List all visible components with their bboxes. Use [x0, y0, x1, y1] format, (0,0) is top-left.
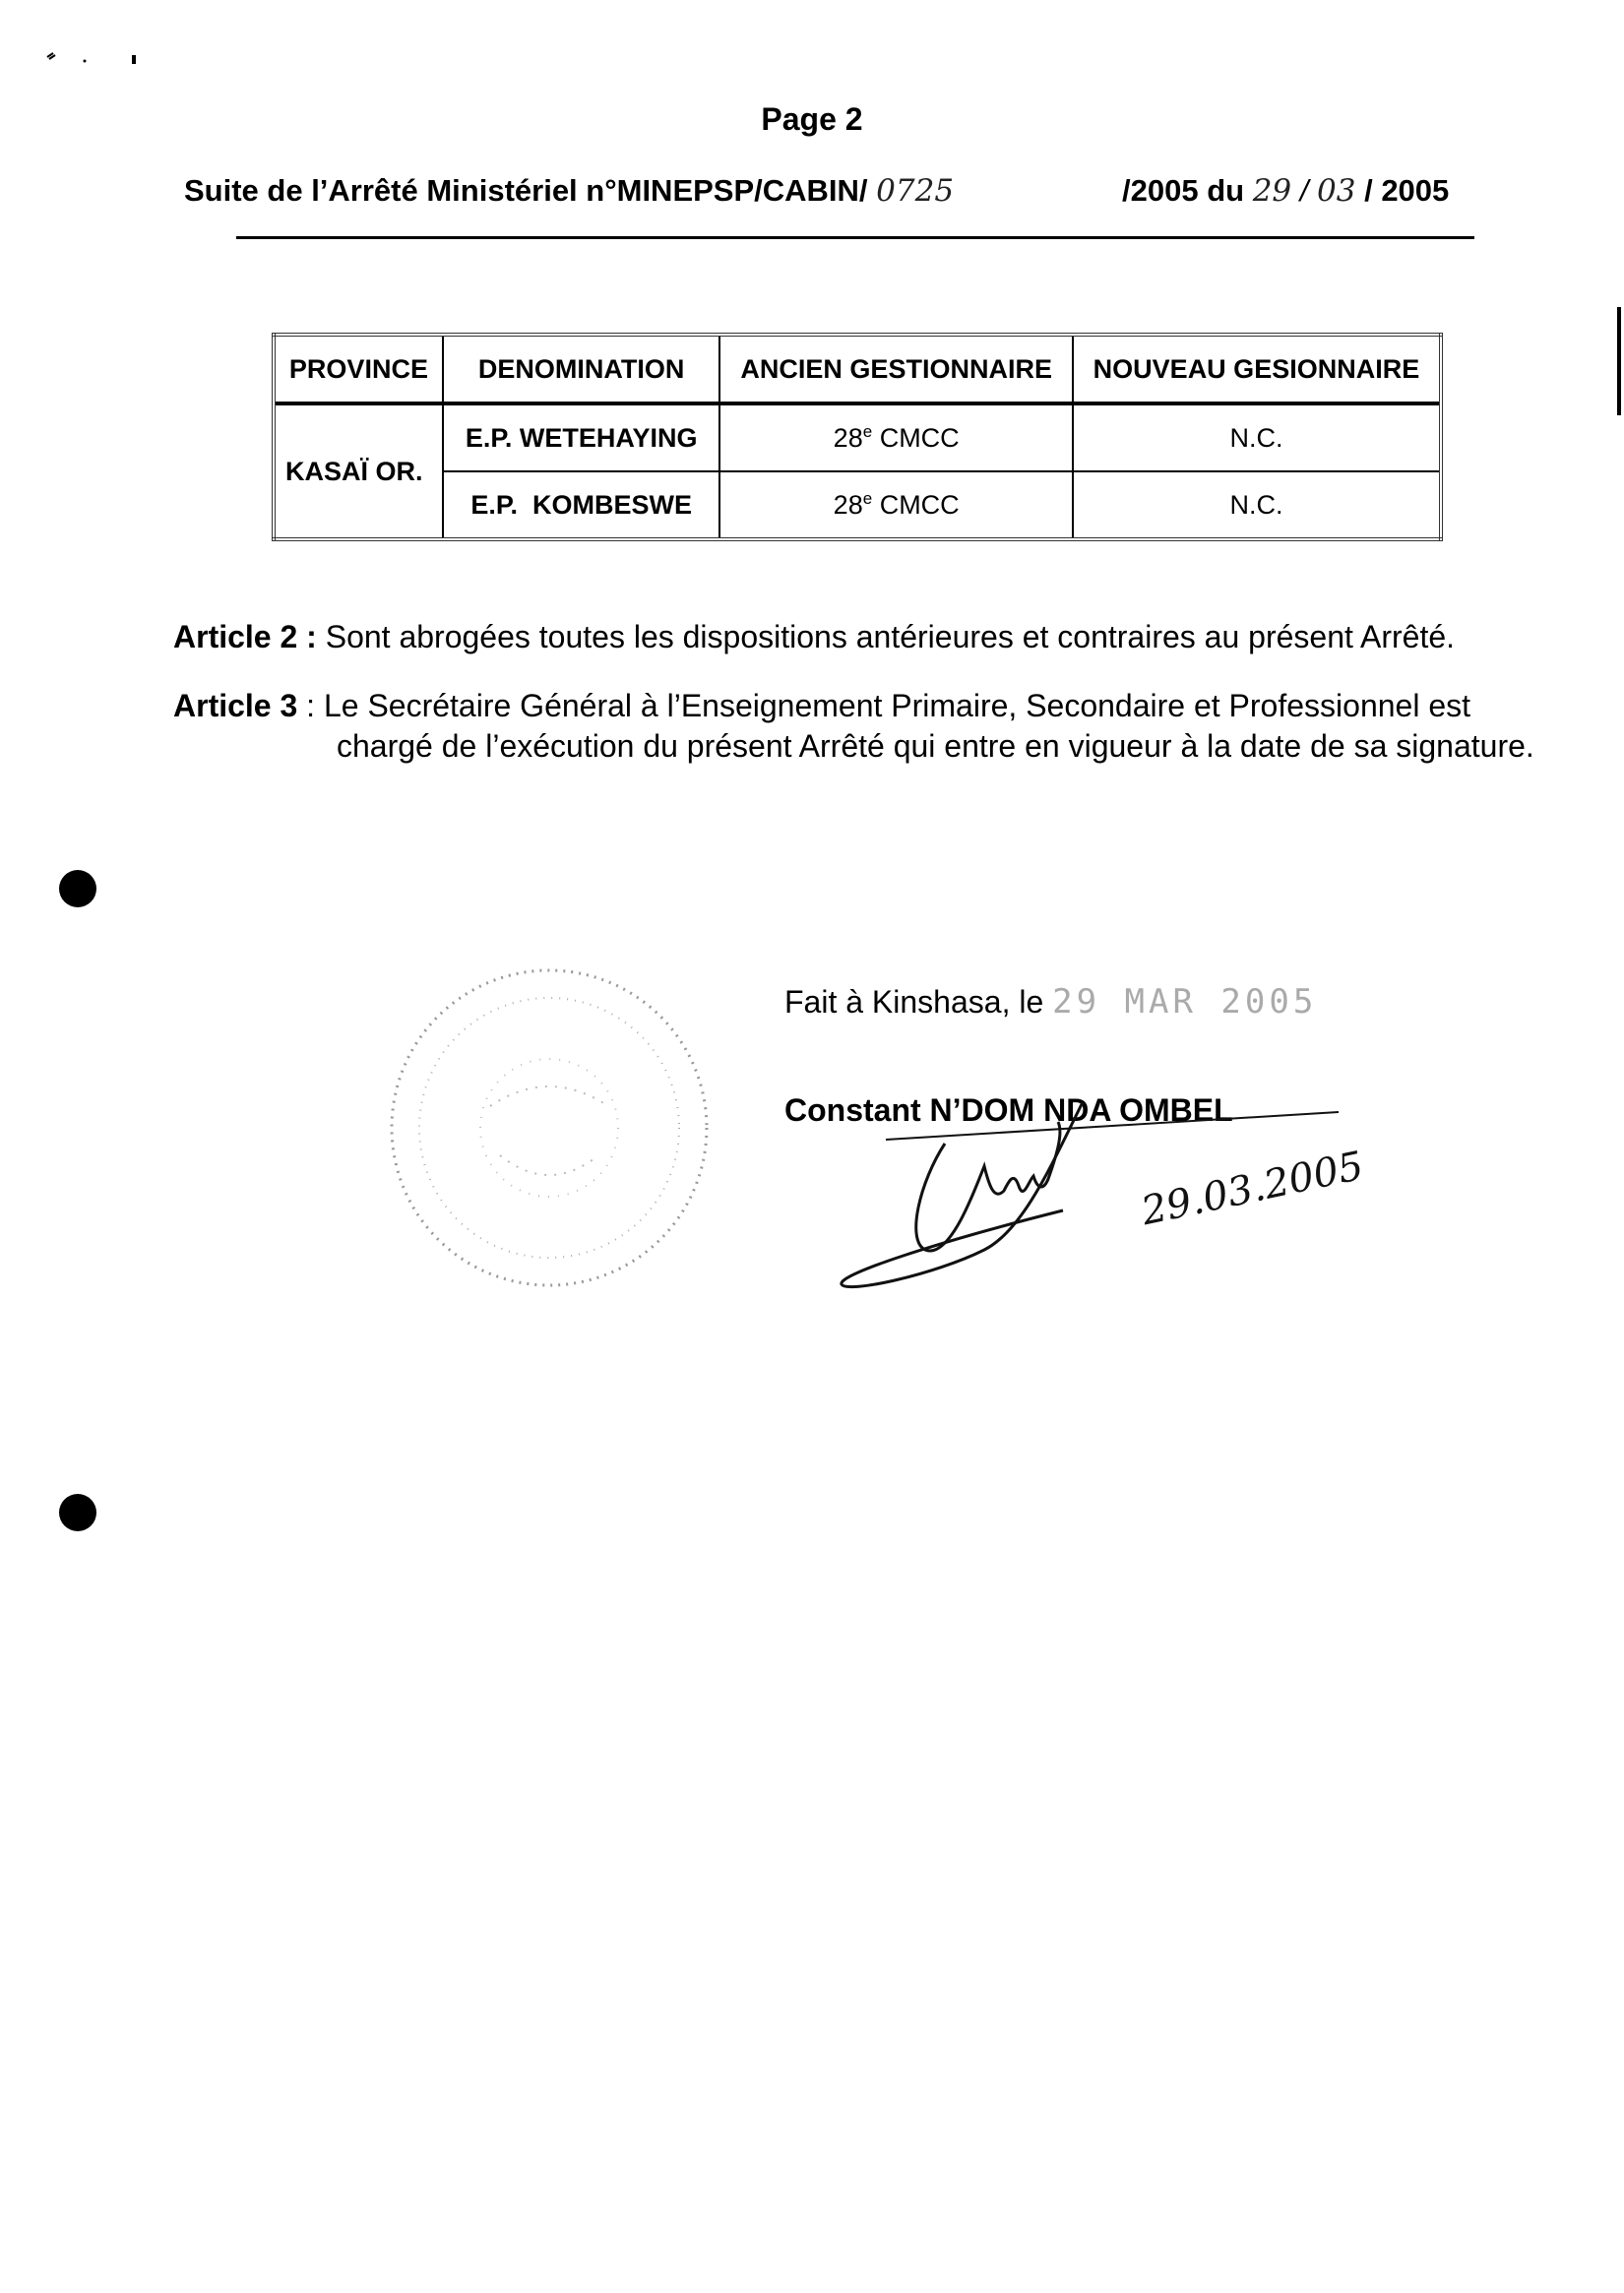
- header-nouveau-gestionnaire: NOUVEAU GESIONNAIRE: [1073, 335, 1441, 403]
- ancien-superscript: e: [862, 422, 873, 441]
- nouveau-gestionnaire-cell: N.C.: [1073, 471, 1441, 539]
- ancien-number: 28: [833, 423, 863, 453]
- article-2-label: Article 2 :: [173, 619, 317, 654]
- place-date-line: [784, 982, 1317, 1022]
- nouveau-gestionnaire-cell: N.C.: [1073, 403, 1441, 471]
- scan-marks: [45, 49, 154, 69]
- province-cell: KASAÏ OR.: [274, 403, 443, 539]
- punch-hole: [59, 1494, 96, 1531]
- article-3-continuation: chargé de l’exécution du présent Arrêté qui entre en vigueur à la date de sa signature.: [337, 728, 1534, 764]
- page-edge-mark: [1617, 307, 1621, 415]
- article-3: [173, 687, 1541, 725]
- signature-date: 29.03.2005: [1137, 1143, 1368, 1235]
- reference-month-handwritten: 03: [1317, 173, 1356, 209]
- reference-prefix: Suite de l’Arrêté Ministériel n°MINEPSP/CABIN/: [184, 173, 868, 208]
- ancien-gestionnaire-cell: [719, 403, 1072, 471]
- header-ancien-gestionnaire: ANCIEN GESTIONNAIRE: [719, 335, 1072, 403]
- reference-year-end: / 2005: [1364, 173, 1450, 208]
- header-rule: [236, 236, 1474, 239]
- article-2-text: Sont abrogées toutes les dispositions antérieures et contraires au présent Arrêté.: [316, 619, 1456, 654]
- reference-year: /2005 du: [1122, 173, 1245, 208]
- reference-line: [184, 173, 954, 209]
- article-3-first-line: : Le Secrétaire Général à l’Enseignement Primaire, Secondaire et Professionnel est: [297, 688, 1471, 723]
- handwritten-signature: [827, 1073, 1368, 1299]
- fait-text: Fait à Kinshasa, le: [784, 984, 1044, 1020]
- schools-table: [272, 333, 1443, 541]
- table-row: [274, 403, 1441, 471]
- denomination-cell: E.P. KOMBESWE: [443, 471, 720, 539]
- ancien-number: 28: [833, 490, 863, 520]
- punch-hole: [59, 870, 96, 907]
- denomination-cell: E.P. WETEHAYING: [443, 403, 720, 471]
- stamp-date: 29 MAR 2005: [1052, 982, 1318, 1022]
- page-number: Page 2: [761, 101, 863, 137]
- ancien-gestionnaire-cell: [719, 471, 1072, 539]
- header-province: PROVINCE: [274, 335, 443, 403]
- header-denomination: DENOMINATION: [443, 335, 720, 403]
- table-header-row: [274, 335, 1441, 403]
- article-2: [173, 618, 1541, 656]
- ancien-superscript: e: [862, 489, 873, 508]
- signer-name: Constant N’DOM NDA OMBEL: [784, 1092, 1233, 1128]
- date-separator-1: /: [1299, 173, 1309, 208]
- table-row: [274, 471, 1441, 539]
- reference-day-handwritten: 29: [1252, 173, 1292, 209]
- official-seal: [372, 959, 726, 1298]
- ancien-rest: CMCC: [872, 490, 960, 520]
- reference-number-handwritten: 0725: [876, 173, 955, 209]
- reference-date: [1122, 173, 1449, 209]
- ancien-rest: CMCC: [872, 423, 960, 453]
- article-3-label: Article 3: [173, 688, 298, 723]
